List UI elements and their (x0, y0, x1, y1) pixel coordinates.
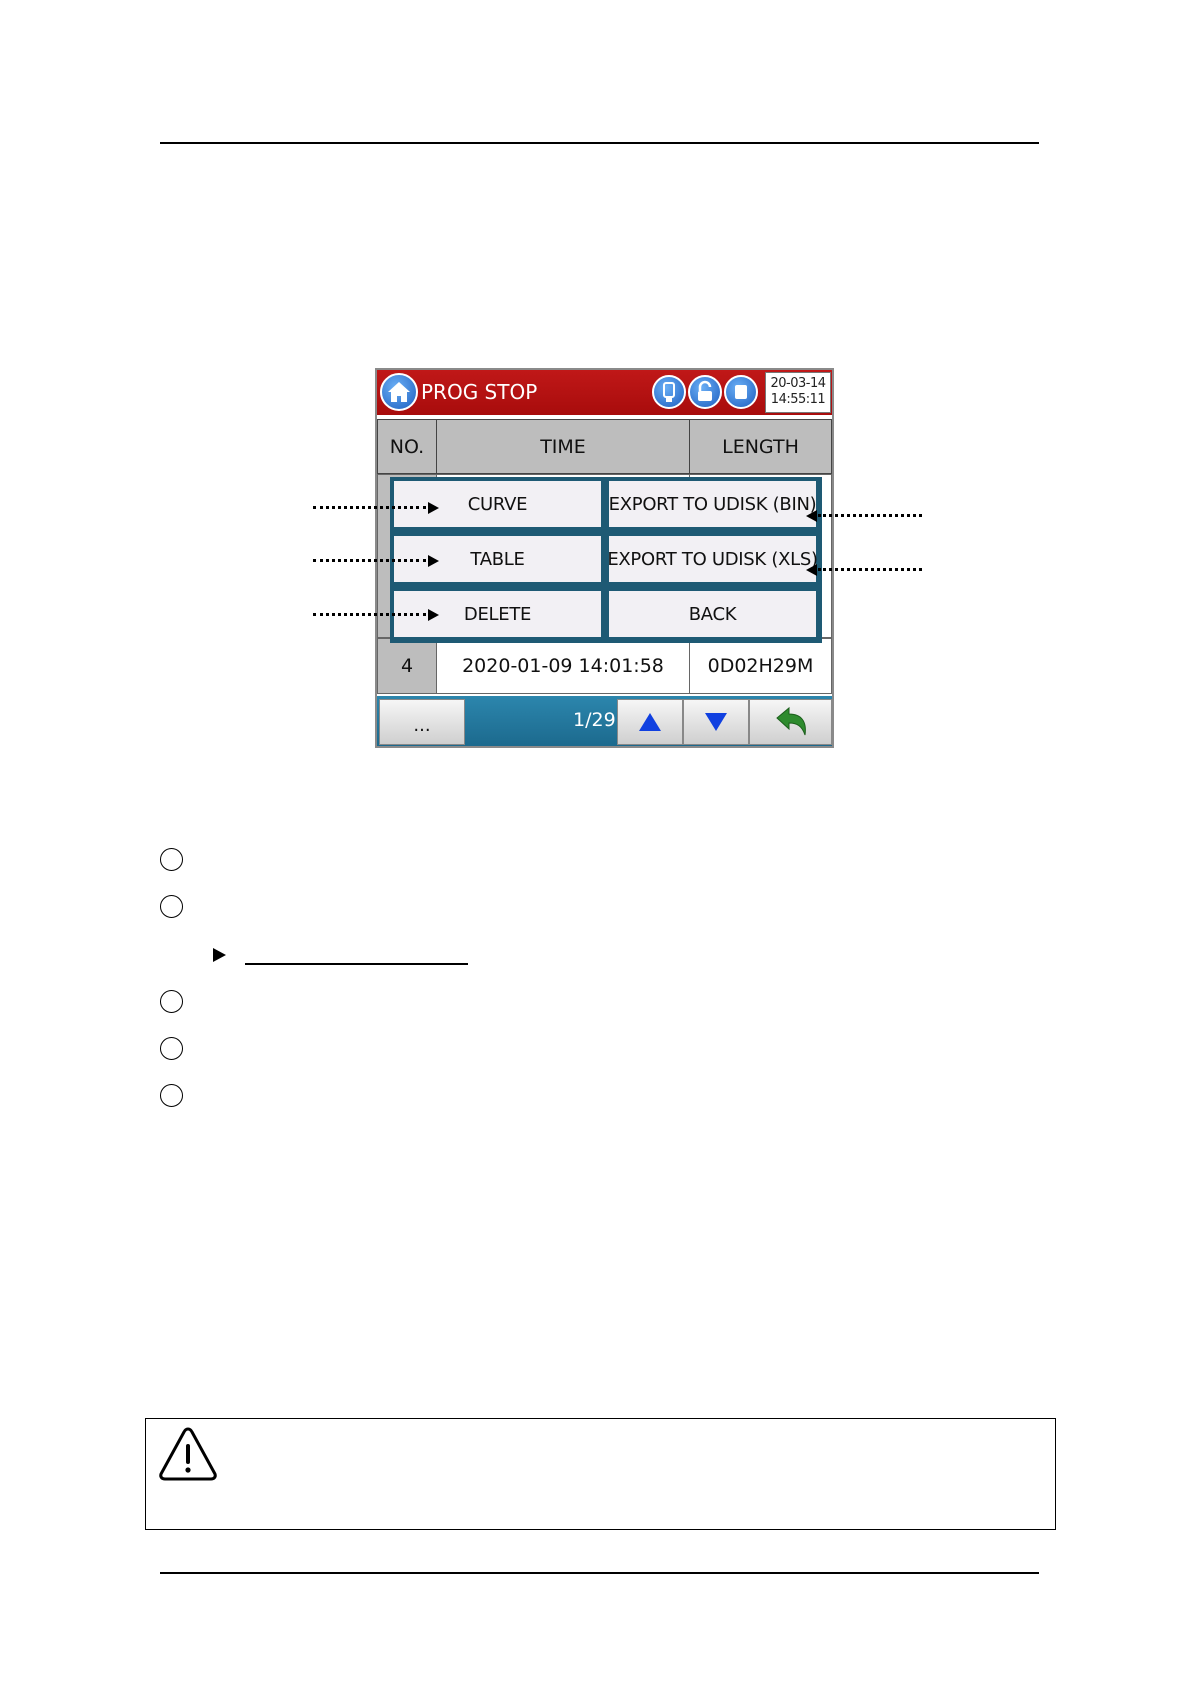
annotation-line-export-bin (818, 514, 922, 517)
return-icon (771, 705, 811, 739)
home-button[interactable] (380, 373, 418, 411)
status-title: PROG STOP (421, 380, 538, 404)
list-marker-5 (160, 1084, 183, 1107)
delete-button[interactable]: DELETE (392, 589, 603, 639)
back-button[interactable]: BACK (607, 589, 818, 639)
down-arrow-icon (703, 711, 729, 733)
warning-icon (157, 1425, 219, 1483)
column-header-no: NO. (377, 419, 437, 474)
record-options-popup (390, 477, 822, 643)
usb-button[interactable] (652, 375, 686, 409)
column-header-length: LENGTH (689, 419, 832, 474)
curve-button[interactable]: CURVE (392, 479, 603, 529)
annotation-line-delete (313, 613, 426, 616)
table-row-no[interactable]: 4 (377, 638, 437, 694)
stop-icon (726, 377, 756, 407)
table-row-length[interactable]: 0D02H29M (689, 638, 832, 694)
annotation-arrowhead (428, 502, 439, 514)
controller-screen (375, 368, 834, 748)
warning-box (145, 1418, 1056, 1530)
footer-bar (377, 696, 832, 746)
list-marker-2 (160, 895, 183, 918)
export-xls-button[interactable]: EXPORT TO UDISK (XLS) (607, 534, 818, 584)
lock-button[interactable] (688, 375, 722, 409)
more-button-label: ... (413, 714, 431, 736)
more-button[interactable] (379, 699, 465, 745)
table-row-time[interactable]: 2020-01-09 14:01:58 (436, 638, 690, 694)
list-marker-1 (160, 848, 183, 871)
up-arrow-icon (637, 711, 663, 733)
export-bin-button[interactable]: EXPORT TO UDISK (BIN) (607, 479, 818, 529)
column-header-time: TIME (436, 419, 690, 474)
annotation-line-table (313, 559, 426, 562)
usb-icon (654, 377, 684, 407)
page-indicator: 1/29 (573, 709, 616, 731)
annotation-arrowhead (806, 564, 817, 576)
title-bar (377, 370, 832, 415)
clock-date: 20-03-14 (770, 376, 826, 391)
sub-bullet-arrow (213, 948, 226, 962)
sub-bullet-underline (245, 963, 468, 965)
footer-rule (160, 1572, 1039, 1574)
unlock-icon (690, 377, 720, 407)
clock-display (765, 372, 831, 413)
annotation-arrowhead (428, 609, 439, 621)
list-marker-4 (160, 1037, 183, 1060)
clock-time: 14:55:11 (770, 392, 826, 407)
annotation-arrowhead (428, 555, 439, 567)
page-down-button[interactable] (683, 699, 749, 745)
annotation-arrowhead (806, 510, 817, 522)
home-icon (382, 375, 416, 409)
header-rule (160, 142, 1039, 144)
table-button[interactable]: TABLE (392, 534, 603, 584)
list-marker-3 (160, 990, 183, 1013)
annotation-line-export-xls (818, 568, 922, 571)
page-up-button[interactable] (617, 699, 683, 745)
annotation-line-curve (313, 506, 426, 509)
return-button[interactable] (749, 699, 832, 745)
stop-button[interactable] (724, 375, 758, 409)
